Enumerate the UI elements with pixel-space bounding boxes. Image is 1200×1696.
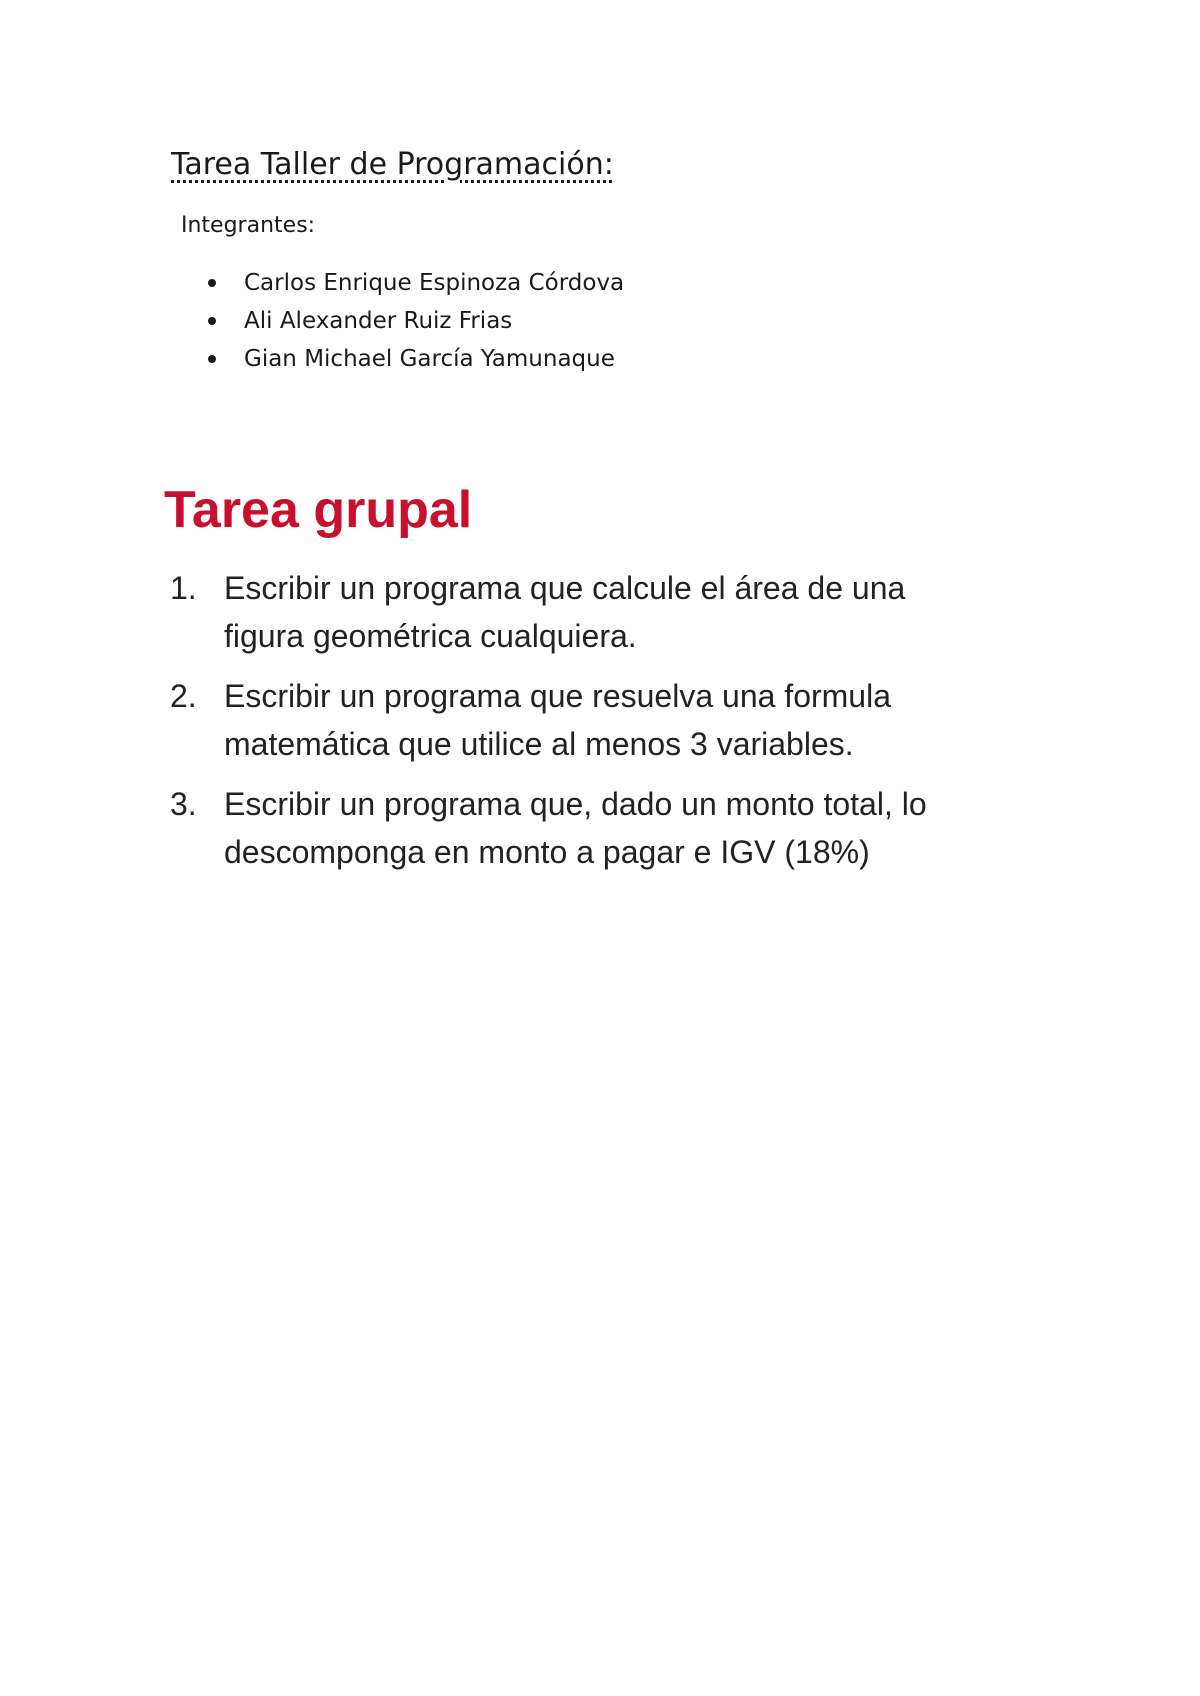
task-list (160, 564, 950, 888)
task-number: 1. (170, 570, 197, 606)
document-title: Tarea Taller de Programación: (171, 147, 614, 182)
member-item (206, 302, 624, 340)
member-name: Ali Alexander Ruiz Frias (244, 308, 513, 334)
task-item (160, 564, 950, 660)
member-name: Carlos Enrique Espinoza Córdova (244, 270, 625, 296)
member-item (206, 340, 624, 378)
members-label: Integrantes: (181, 213, 316, 238)
member-name: Gian Michael García Yamunaque (244, 346, 615, 372)
embedded-slide-image (160, 478, 950, 978)
task-text: Escribir un programa que calcule el área de una figura geométrica cualquiera. (224, 570, 906, 654)
bullet-icon (208, 317, 216, 325)
task-item (160, 672, 950, 768)
task-number: 3. (170, 786, 197, 822)
slide-title: Tarea grupal (164, 481, 473, 539)
task-number: 2. (170, 678, 197, 714)
bullet-icon (208, 279, 216, 287)
member-item (206, 264, 624, 302)
bullet-icon (208, 355, 216, 363)
task-text: Escribir un programa que resuelva una formula matemática que utilice al menos 3 variables. (224, 678, 891, 762)
members-list (206, 264, 624, 378)
task-item (160, 780, 950, 876)
task-text: Escribir un programa que, dado un monto total, lo descomponga en monto a pagar e IGV (18%) (224, 786, 927, 870)
